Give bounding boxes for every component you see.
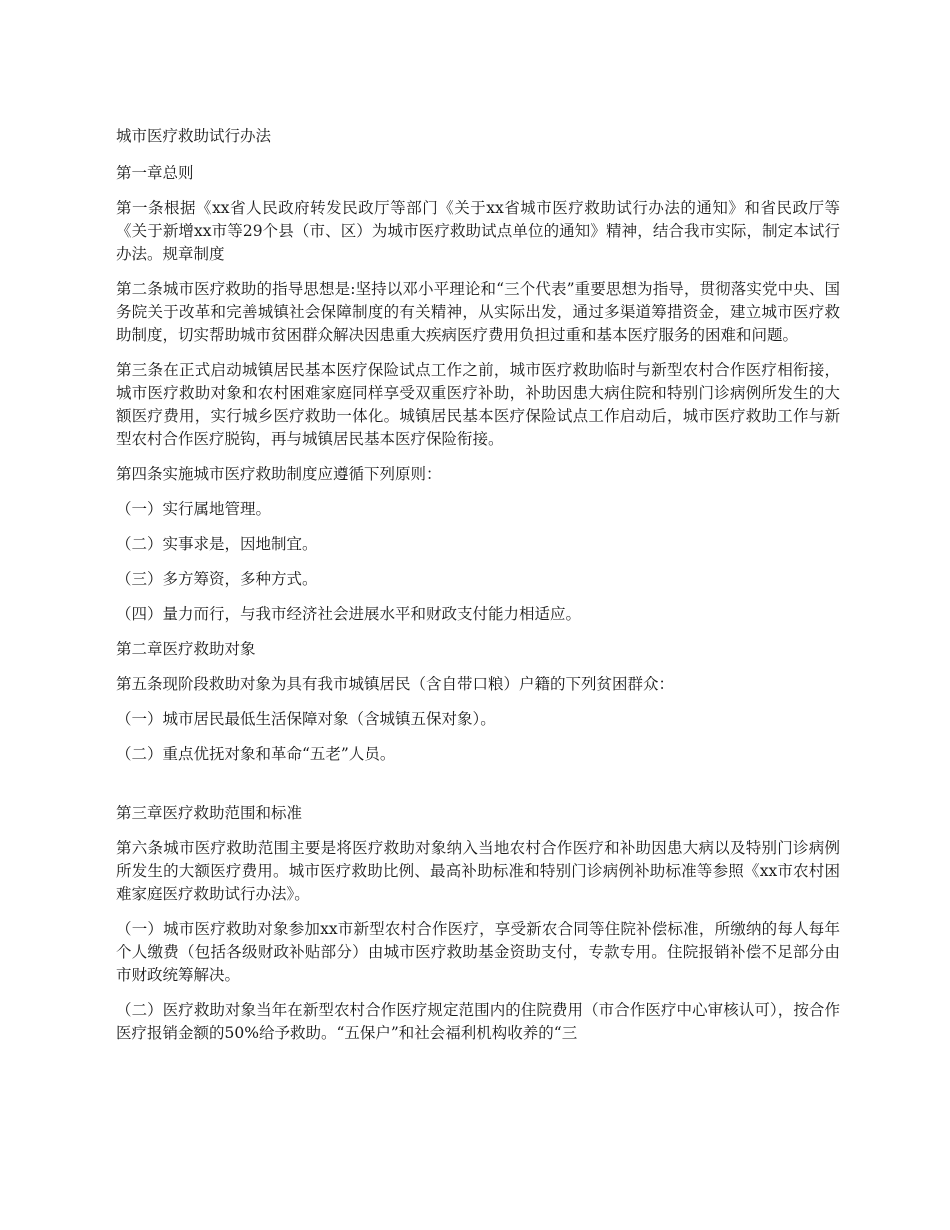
chapter-heading: 第三章医疗救助范围和标准 (116, 804, 303, 822)
article-paragraph: 第二条城市医疗救助的指导思想是:坚持以邓小平理论和“三个代表”重要思想为指导，贯彻落实党中央、国务院关于改革和完善城镇社会保障制度的有关精神，从实际出发，通过多渠道筹措资金，建立城市医疗救助制度，切实帮助城市贫困群众解决因患重大疾病医疗费用负担过重和基本医疗服务的困难和问题。 (116, 280, 840, 344)
list-item: （三）多方筹资，多种方式。 (116, 570, 318, 588)
article-paragraph: 第一条根据《xx省人民政府转发民政厅等部门《关于xx省城市医疗救助试行办法的通知》和省民政厅等《关于新增xx市等29个县（市、区）为城市医疗救助试点单位的通知》精神，结合我市实际，制定本试行办法。规章制度 (116, 199, 840, 263)
list-item: （二）实事求是，因地制宜。 (116, 535, 318, 553)
article-paragraph: 第三条在正式启动城镇居民基本医疗保险试点工作之前，城市医疗救助临时与新型农村合作医疗相衔接，城市医疗救助对象和农村困难家庭同样享受双重医疗补助，补助因患大病住院和特别门诊病例所发生的大额医疗费用，实行城乡医疗救助一体化。城镇居民基本医疗保险试点工作启动后，城市医疗救助工作与新型农村合作医疗脱钩，再与城镇居民基本医疗保险衔接。 (116, 361, 840, 448)
article-paragraph: 第六条城市医疗救助范围主要是将医疗救助对象纳入当地农村合作医疗和补助因患大病以及特别门诊病例所发生的大额医疗费用。城市医疗救助比例、最高补助标准和特别门诊病例补助标准等参照《xx市农村困难家庭医疗救助试行办法》。 (116, 839, 840, 903)
list-item: （二）医疗救助对象当年在新型农村合作医疗规定范围内的住院费用（市合作医疗中心审核认可），按合作医疗报销金额的50%给予救助。“五保户”和社会福利机构收养的“三 (116, 1001, 840, 1042)
list-item: （一）城市居民最低生活保障对象（含城镇五保对象）。 (116, 710, 496, 728)
chapter-heading: 第一章总则 (116, 164, 194, 182)
blank-spacer (116, 778, 840, 802)
article-paragraph: 第五条现阶段救助对象为具有我市城镇居民（含自带口粮）户籍的下列贫困群众： (116, 675, 675, 693)
document-title: 城市医疗救助试行办法 (116, 127, 272, 145)
list-item: （一）城市医疗救助对象参加xx市新型农村合作医疗，享受新农合同等住院补偿标准，所缴纳的每人每年个人缴费（包括各级财政补贴部分）由城市医疗救助基金资助支付，专款专用。住院报销补偿不足部分由市财政统筹解决。 (116, 920, 840, 984)
article-paragraph: 第四条实施城市医疗救助制度应遵循下列原则： (116, 465, 442, 483)
list-item: （四）量力而行，与我市经济社会进展水平和财政支付能力相适应。 (116, 605, 582, 623)
list-item: （一）实行属地管理。 (116, 500, 272, 518)
chapter-heading: 第二章医疗救助对象 (116, 640, 256, 658)
list-item: （二）重点优抚对象和革命“五老”人员。 (116, 745, 396, 763)
